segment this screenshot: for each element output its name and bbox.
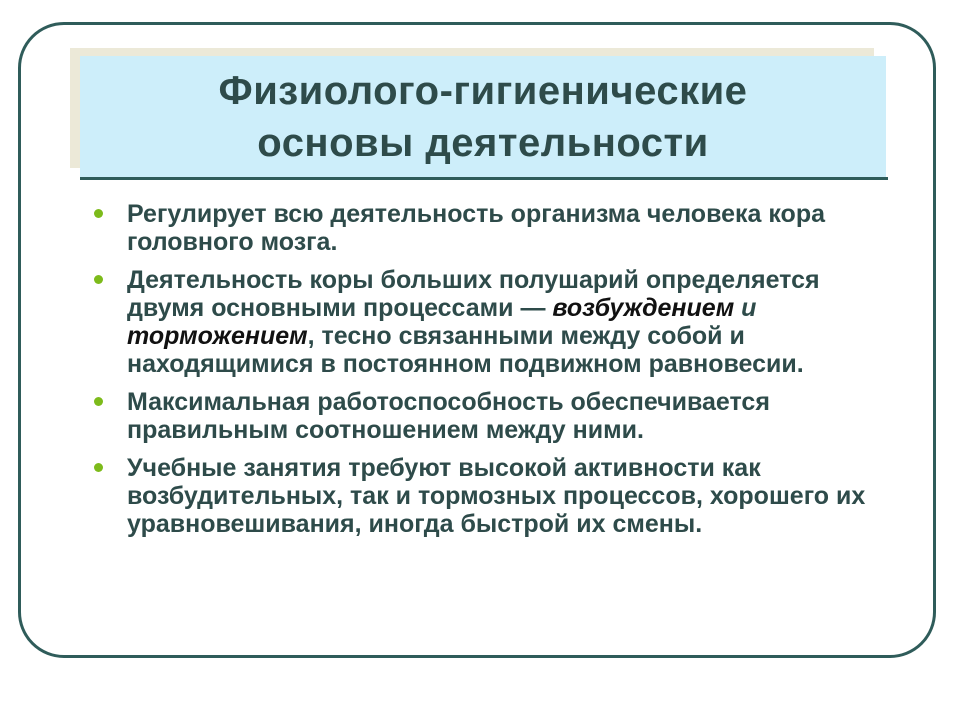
bullet-text: Учебные занятия требуют высокой активности как возбудительных, так и тормозных процессов, хорошего их уравновешивания, иногда быстрой их смены.	[127, 454, 866, 538]
bullet-item	[90, 388, 890, 444]
slide-title-line-2: основы деятельности	[257, 121, 709, 165]
bullet-list	[90, 200, 890, 548]
title-underline	[80, 177, 888, 180]
bullet-dot-icon	[94, 209, 103, 218]
slide-title-line-1: Физиолого-гигиенические	[218, 69, 748, 113]
bullet-dot-icon	[94, 397, 103, 406]
bullet-text: Максимальная работоспособность обеспечивается правильным соотношением между ними.	[127, 388, 770, 444]
emphasis-inhibition: торможением	[127, 322, 308, 350]
bullet-item	[90, 266, 890, 378]
bullet-item	[90, 454, 890, 538]
bullet-text: Регулирует всю деятельность организма человека кора головного мозга.	[127, 200, 825, 256]
bullet-item	[90, 200, 890, 256]
emphasis-joiner: и	[734, 294, 757, 322]
bullet-dot-icon	[94, 463, 103, 472]
title-box	[80, 56, 886, 178]
bullet-text-after: , тесно связанными между собой и находящимися в постоянном подвижном равновесии.	[127, 322, 804, 378]
emphasis-excitation: возбуждением	[552, 294, 735, 322]
bullet-text: Деятельность коры больших полушарий определяется двумя основными процессами —	[127, 266, 820, 322]
bullet-dot-icon	[94, 275, 103, 284]
slide-title	[219, 65, 748, 169]
